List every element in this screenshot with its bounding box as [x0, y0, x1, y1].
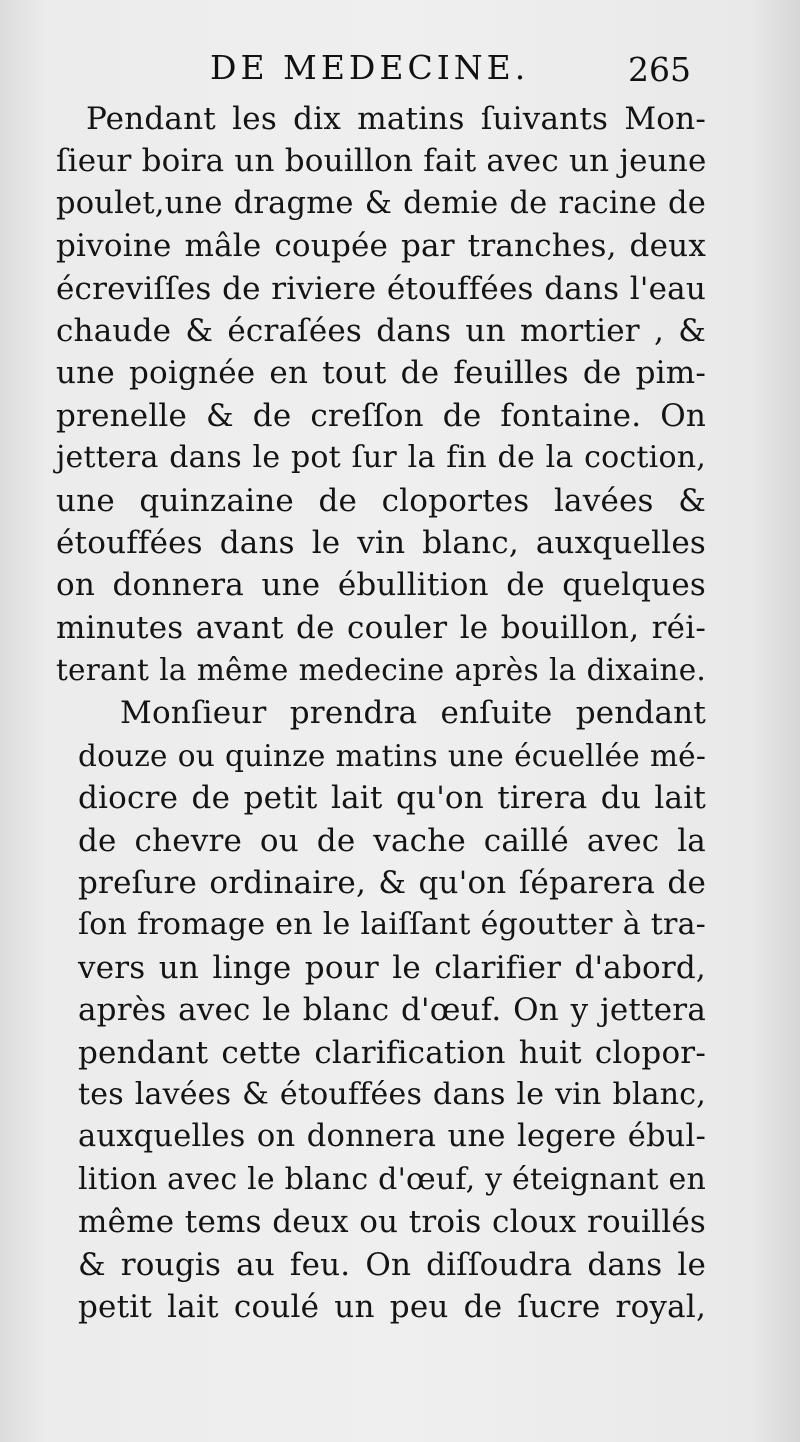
text-line: preſure ordinaire, & qu'on ſéparera de — [78, 865, 706, 902]
text-line: auxquelles on donnera une legere ébul- — [78, 1119, 706, 1155]
text-line: Pendant les dix matins ſuivants Mon- — [86, 101, 706, 137]
text-line: de chevre ou de vache caillé avec la — [78, 822, 706, 859]
text-line: une poignée en tout de feuilles de pim- — [56, 355, 706, 392]
text-line: ſieur boira un bouillon fait avec un jeune — [56, 143, 707, 180]
text-body — [56, 98, 706, 1328]
text-line: pivoine mâle coupée par tranches, deux — [56, 228, 706, 265]
text-line: Monſieur prendra enſuite pendant — [120, 695, 706, 732]
text-line: vers un linge pour le clarifier d'abord, — [78, 949, 706, 986]
text-line: lition avec le blanc d'œuf, y éteignant en — [78, 1161, 706, 1197]
text-line: pendant cette clarification huit clopor- — [78, 1034, 706, 1071]
text-line: étouffées dans le vin blanc, auxquelles — [56, 524, 706, 561]
text-line: une quinzaine de cloportes lavées & — [56, 482, 706, 519]
paragraph-2 — [56, 692, 706, 1328]
running-title: DE MEDECINE. — [210, 48, 530, 87]
text-line: minutes avant de couler le bouillon, réi- — [56, 609, 706, 646]
text-line: tes lavées & étouffées dans le vin blanc, — [78, 1076, 706, 1112]
text-line: douze ou quinze matins une écuellée mé- — [78, 738, 706, 773]
text-line: terant la même medecine après la dixaine. — [56, 653, 706, 688]
text-line: jettera dans le pot ſur la fin de la coction, — [56, 440, 706, 476]
text-line: diocre de petit lait qu'on tirera du lait — [78, 780, 706, 817]
text-line: même tems deux ou trois cloux rouillés — [78, 1204, 706, 1241]
text-line: poulet,une dragme & demie de racine de — [56, 185, 706, 221]
paragraph-1 — [56, 98, 706, 691]
text-line: on donnera une ébullition de quelques — [56, 567, 706, 604]
text-line: & rougis au feu. On diſſoudra dans le — [78, 1246, 706, 1283]
page-number: 265 — [628, 50, 691, 89]
page-header — [0, 48, 800, 98]
text-line: après avec le blanc d'œuf. On y jettera — [78, 992, 706, 1029]
text-line: chaude & écraſées dans un mortier , & — [56, 312, 706, 349]
text-line: écreviſſes de riviere étouffées dans l'eau — [56, 270, 706, 307]
text-line: prenelle & de creſſon de fontaine. On — [56, 397, 706, 434]
text-line: petit lait coulé un peu de ſucre royal, — [78, 1288, 706, 1325]
text-line: ſon fromage en le laiſſant égoutter à tra- — [78, 907, 706, 943]
